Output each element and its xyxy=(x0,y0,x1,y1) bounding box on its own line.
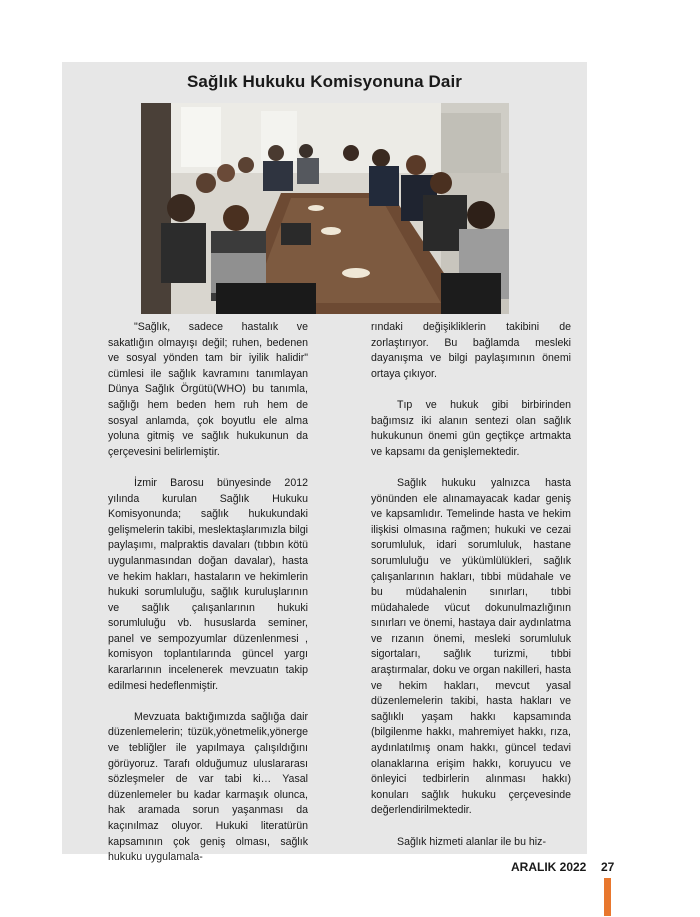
paragraph: "Sağlık, sadece hastalık ve sakatlığın olmayışı değil; ruhen, bedenen ve sosyal yönden tam bir iyilik halidir" cümlesi ile sağlık kavramını tanımlayan Dünya Sağlık Örgütü(WHO) bu tanımla, sağlığı hem beden hem ruh hem de sosyal anlamda, çok boyutlu ele alma yoluna gitmiş ve sağlık hukukunun da çerçevesini belirlemiştir. xyxy=(108,321,308,458)
paragraph: İzmir Barosu bünyesinde 2012 yılında kurulan Sağlık Hukuku Komisyonunda; sağlık hukukundaki gelişmelerin takibi, meslektaşlarımızla bilgi paylaşımı, malpraktis davaları (tıbbın kötü uygulanmasından doğan davalar), hasta ve hekim hakları, hastaların ve hekimlerin hukuki sorumluluğu, sağlık kuruluşlarının ve sağlık çalışanlarının hukuki sorumluluğu vb. hususlarda seminer, panel ve sempozyumlar düzenlenmesi , komisyon toplantılarında güncel yargı kararlarının incelenerek mevzuatın takip edilmesi hedeflenmiştir. xyxy=(108,476,308,692)
page-number: 27 xyxy=(601,860,615,874)
paragraph: Mevzuata baktığımızda sağlığa dair düzenlemelerin; tüzük,yönetmelik,yönerge ve tebliğler ile yapılmaya çalışıldığını görüyoruz. Tarafı olduğumuz uluslararası sözleşmeler de var tabi ki… Yasal düzenlemeler bu kadar karmaşık olunca, hak aramada sorun yaşanması da kaçınılmaz oluyor. Hukuki literatürün kapsamının çok geniş olması, sağlık hukuku uygulamala- xyxy=(108,710,308,864)
issue-date: ARALIK 2022 xyxy=(511,860,587,874)
paragraph: Sağlık hizmeti alanlar ile bu hiz- xyxy=(397,835,546,848)
paragraph: Sağlık hukuku yalnızca hasta yönünden ele alınamayacak kadar geniş ve kapsamlıdır. Temelinde hasta ve hekim ilişkisi olmasına rağmen; hukuki ve cezai sorumluluk, idari sorumluluk, hastane sorumluluğu ve yükümlülükleri, sağlık çalışanlarının hakları, tıbbi müdahale ve bu müdahalenin sınırları, tıbbi müdahalede vücut dokunulmazlığının sınırları ve önemi, hastaya dair aydınlatma ve rızanın önemi, mesleki sorumluluk sigortaları, sağlık turizmi, tıbbi araştırmalar, doku ve organ nakilleri, hasta ve hekim hakları, mevcut yasal düzenlemelerin takibi, hasta hakları ve sağlıklı yaşam hakkı kapsamında (bilgilenme hakkı, mahremiyet hakkı, rıza, aydınlatılmış onam hakkı, güncel tedavi olanaklarına erişim hakkı, koruyucu ve önleyici tedbirlerin alınması hakkı) konuları sağlık hukuku çerçevesinde değerlendirilmektedir. xyxy=(371,476,571,817)
article-title: Sağlık Hukuku Komisyonuna Dair xyxy=(186,72,463,91)
article-column-right xyxy=(371,320,571,850)
accent-bar xyxy=(604,878,611,916)
paragraph: Tıp ve hukuk gibi birbirinden bağımsız iki alanın sentezi olan sağlık hukukunun önemi gün geçtikçe artmakta ve kapsamı da genişlemektedir. xyxy=(371,398,571,458)
article-column-left xyxy=(108,320,308,866)
paragraph: rındaki değişikliklerin takibini de zorlaştırıyor. Bu bağlamda mesleki dayanışma ve bilgi paylaşımının önemi ortaya çıkıyor. xyxy=(371,321,571,380)
group-photo xyxy=(141,103,509,314)
